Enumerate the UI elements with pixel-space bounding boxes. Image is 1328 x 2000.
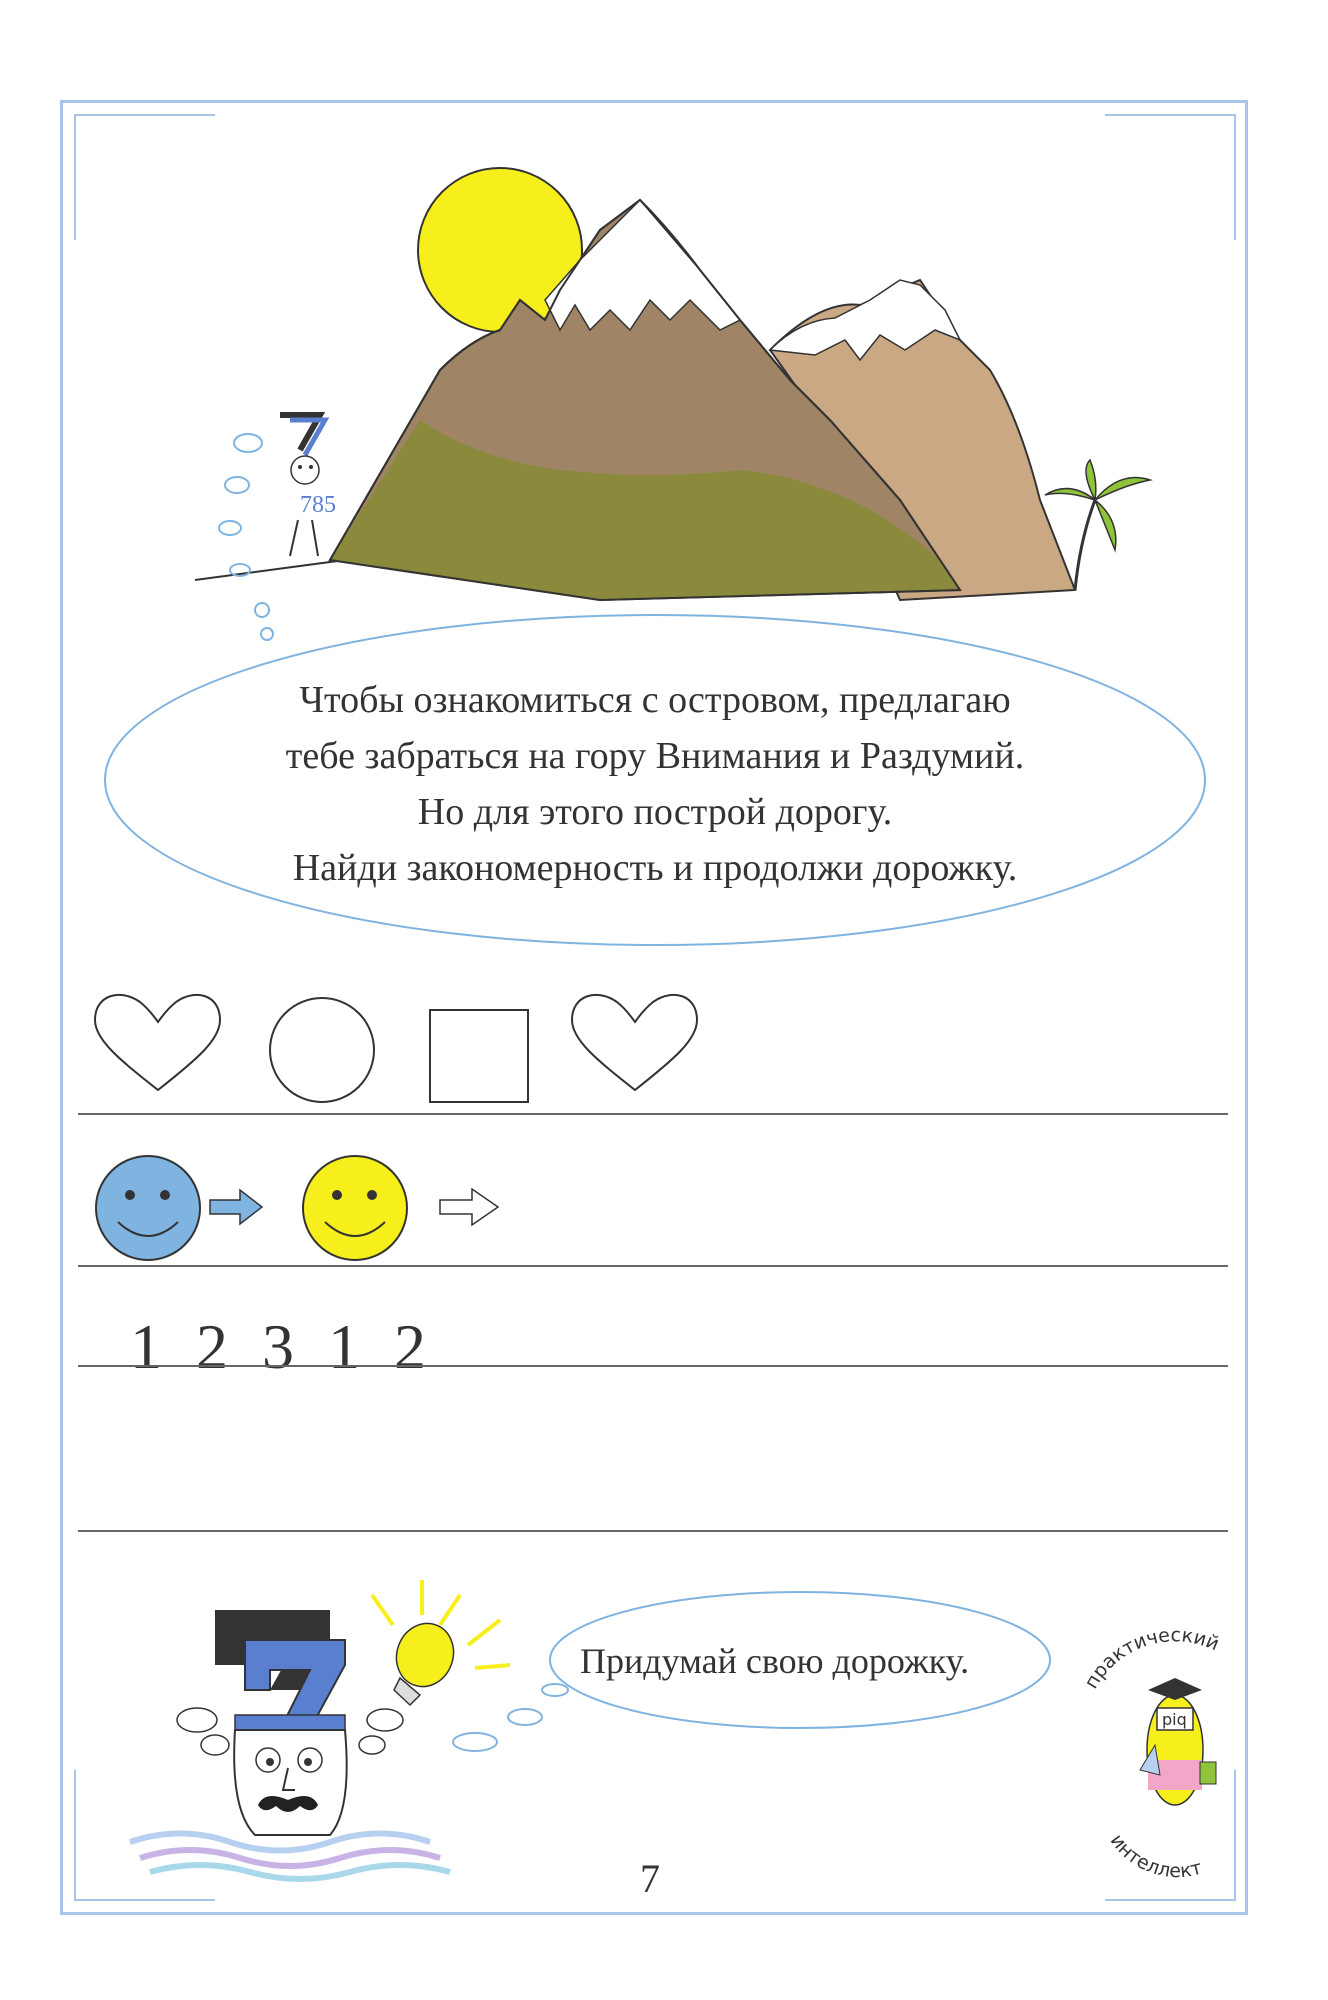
character-face — [234, 1730, 347, 1835]
thought-bubbles-bottom — [453, 1684, 568, 1751]
intro-line: тебе забраться на гору Внимания и Раздумий. — [285, 735, 1025, 777]
intro-line: Но для этого построй дорогу. — [417, 791, 893, 833]
svg-text:интеллект: интеллект — [1105, 1829, 1205, 1883]
intro-line: Чтобы ознакомиться с островом, предлагаю — [299, 679, 1011, 721]
water-waves — [130, 1834, 450, 1880]
sequence-number: 1 — [130, 1311, 162, 1382]
svg-text:piq: piq — [1162, 1710, 1187, 1729]
svg-text:785: 785 — [300, 492, 336, 518]
lightbulb-icon — [372, 1580, 510, 1705]
intro-line: Найди закономерность и продолжи дорожку. — [292, 847, 1018, 889]
page-number: 7 — [640, 1856, 660, 1901]
hint-text: Придумай свою дорожку. — [580, 1641, 970, 1681]
sequence-number: 1 — [328, 1311, 360, 1382]
sequence-number: 2 — [196, 1311, 228, 1382]
logo-icon — [1080, 1624, 1255, 1882]
sequence-number: 3 — [262, 1311, 294, 1382]
sequence-number: 2 — [394, 1311, 426, 1382]
svg-text:практический: практический — [1080, 1624, 1223, 1693]
